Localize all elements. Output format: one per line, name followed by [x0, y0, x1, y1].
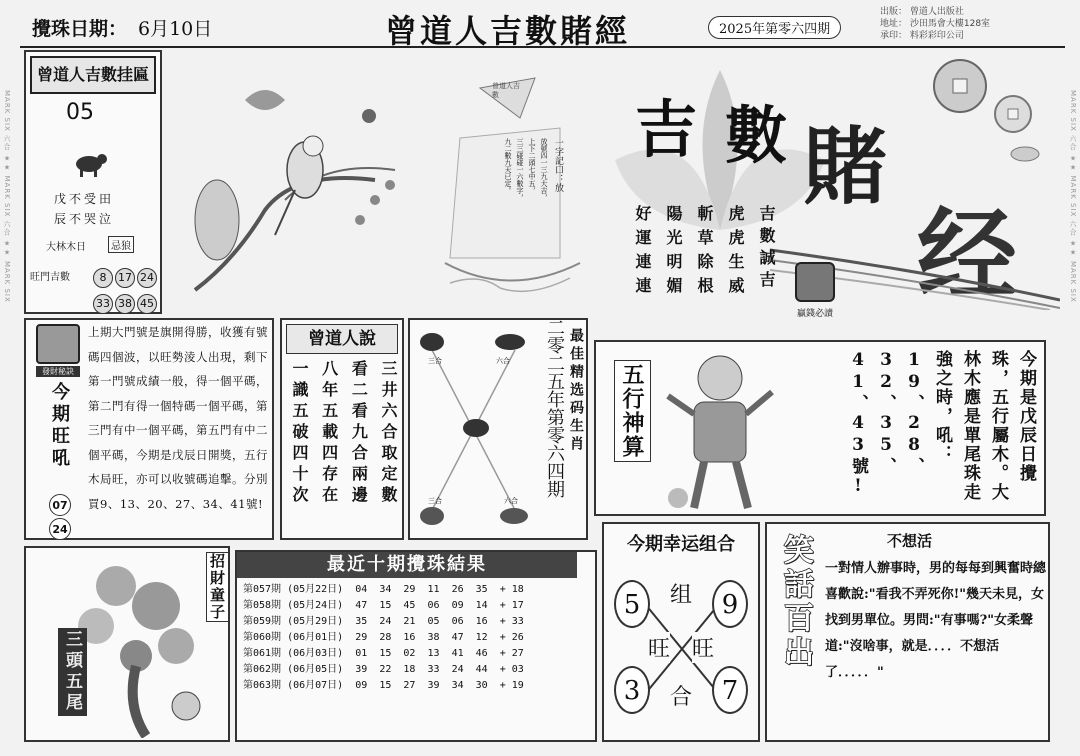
poem-column: 虎虎生威	[726, 205, 745, 301]
title-char-ji: 吉	[635, 93, 698, 166]
title-char-shu: 數	[725, 99, 788, 172]
says-title: 曾道人說	[286, 324, 398, 354]
zodiac-side-col1: 最佳精选码生肖	[568, 328, 584, 454]
says-column: 一識五破四十次	[290, 360, 309, 507]
title-char-du: 賭	[803, 117, 888, 216]
results-title: 最近十期攪珠結果	[237, 552, 577, 578]
kids-badge-label: 三頭五尾	[58, 628, 87, 716]
results-row: 第063期 (06月07日) 09 15 27 39 34 30 + 19	[243, 680, 524, 691]
says-column: 八年五載四存在	[319, 360, 339, 507]
right-side-strip: MARK SIX 六合 ★★ MARK SIX 六合 ★★ MARK SIX	[1069, 90, 1077, 303]
publisher-info	[880, 6, 990, 42]
coin-icon	[925, 56, 1045, 166]
wuxing-paragraph: 今期是戊辰日攪珠，五行屬木。大林木應是單尾珠走強之時，吼：19、28、32、35、41、43號!	[848, 350, 1036, 502]
lucky-number: 24	[137, 268, 157, 288]
win-badge	[789, 262, 841, 319]
poem-column: 斬草除根	[695, 205, 714, 301]
results-row: 第058期 (05月24日) 47 15 45 06 09 14 + 17	[243, 600, 524, 611]
talk-panel	[24, 318, 274, 540]
zodiac-diagram	[410, 320, 545, 540]
draw-date-label: 攪珠日期：	[32, 18, 128, 40]
sail-verse-5: 九二數九天已定。	[504, 138, 512, 194]
combo-char-top: 组	[670, 578, 692, 609]
results-row: 第057期 (05月22日) 04 34 29 11 26 35 + 18	[243, 584, 524, 595]
results-row: 第061期 (06月03日) 01 15 02 13 41 46 + 27	[243, 648, 524, 659]
joke-side-title: 笑話百出	[778, 534, 813, 670]
fist-icon	[36, 324, 80, 364]
sail-verse-1: 一字記口：放	[553, 138, 563, 192]
page-title: 曾道人吉數賭經	[385, 12, 631, 50]
wuxing-title: 五行神算	[614, 360, 651, 462]
combo-number-bl: 3	[614, 666, 650, 714]
poem-column: 好運連連	[633, 205, 652, 301]
sail-verse-3: 上下二頭七中五，	[528, 138, 536, 194]
sail-flag-text: 曾道人吉數	[492, 82, 520, 99]
combo-char-right: 旺	[692, 632, 714, 663]
secret-badge-label: 發財秘訣	[36, 366, 80, 377]
lucky-numbers-row-1	[92, 266, 158, 288]
lucky-number: 33	[93, 294, 113, 314]
talk-paragraph: 上期大門號是旗開得勝，收獲有號碼四個波，以旺勢淩人出現，剩下第一門號成績一般，得一個平碼，第二門有得一個特碼一個平碼，第三門有中一個平碼，第五門有中二個平碼，今期是戊辰日開獎，五行木局旺，亦可以收號碼追擊。分別買9、13、20、27、34、41號!	[88, 325, 268, 511]
poem-column: 陽光明媚	[664, 205, 683, 301]
combo-char-left: 旺	[648, 632, 670, 663]
results-table	[243, 582, 524, 694]
talk-hot-number: 07	[49, 494, 71, 516]
results-row: 第062期 (06月05日) 39 22 18 33 24 44 + 03	[243, 664, 524, 675]
plaque-clash: 忌狼	[108, 236, 134, 253]
says-panel	[280, 318, 404, 540]
zodiac-label-bl: 三合	[428, 497, 442, 505]
joke-title: 不想活	[887, 532, 933, 550]
zodiac-label-br: 六合	[504, 497, 518, 505]
says-column: 看二看九合兩邊	[349, 360, 369, 507]
joke-panel	[765, 522, 1050, 742]
sailboat-panel	[440, 58, 585, 308]
says-column: 三井六合取定數	[378, 360, 398, 507]
left-side-strip: MARK SIX 六合 ★★ MARK SIX 六合 ★★ MARK SIX	[3, 90, 11, 303]
results-row: 第059期 (05月29日) 35 24 21 05 06 16 + 33	[243, 616, 524, 627]
talk-hot-number: 24	[49, 518, 71, 540]
lucky-number: 8	[93, 268, 113, 288]
says-columns	[288, 360, 400, 507]
zodiac-panel	[408, 318, 588, 540]
zodiac-label-tr: 六合	[496, 357, 510, 365]
bird-branch-illustration	[175, 60, 415, 310]
combo-number-tr: 9	[712, 580, 748, 628]
poem-side-column: 吉數誠吉	[757, 205, 776, 293]
combo-number-br: 7	[712, 666, 748, 714]
header	[20, 4, 1065, 48]
lucky-number: 45	[137, 294, 157, 314]
money-bag-icon	[795, 262, 835, 302]
lucky-number: 38	[115, 294, 135, 314]
zodiac-label-tl: 三合	[428, 357, 442, 365]
wuxing-panel	[594, 340, 1046, 516]
plaque-number: 05	[66, 100, 94, 125]
plaque-line-1: 戊不受田	[54, 192, 115, 206]
combo-char-bottom: 合	[670, 680, 692, 711]
cow-icon	[72, 150, 108, 178]
lucky-numbers-row-2	[92, 292, 158, 314]
printer-line: 承印： 料彩彩印公司	[880, 31, 964, 41]
win-badge-label: 贏錢必讀	[796, 309, 833, 319]
plaque-line-2: 辰不哭泣	[54, 212, 115, 226]
combo-number-tl: 5	[614, 580, 650, 628]
combo-panel	[602, 522, 760, 742]
plaque-element: 大林木日	[46, 242, 86, 253]
poem-block	[608, 205, 778, 323]
kids-side-label: 招財童子	[206, 552, 229, 622]
title-char-jing: 经	[917, 196, 1017, 314]
plaque-title: 曾道人吉數挂匾	[30, 56, 156, 94]
joke-paragraph: 一對情人辦事時，男的每每到興奮時總喜歡說:"看我不弄死你!"幾天未見，女找到男單位。男問:"有事嗎?"女柔聲道:"沒啥事，就是．．．．不想活了．．．．．"	[825, 561, 1047, 680]
lucky-number: 17	[115, 268, 135, 288]
issue-badge: 2025年第零六四期	[708, 16, 841, 39]
zodiac-side-col2: 二零二五年第零六四期	[544, 318, 565, 498]
hanging-plaque-panel	[24, 50, 162, 314]
lucky-numbers-label: 旺門吉數	[30, 272, 70, 283]
publisher-line: 出版： 曾道人出版社	[880, 7, 964, 17]
address-line: 地址： 沙田馬會大樓128室	[880, 19, 991, 29]
secret-badge	[36, 324, 80, 374]
draw-date-value: 6月10日	[138, 18, 213, 40]
sail-verse-4: 三三碰碰一六數字，	[516, 138, 524, 201]
results-row: 第060期 (06月01日) 29 28 16 38 47 12 + 26	[243, 632, 524, 643]
kids-panel	[24, 546, 230, 742]
combo-title: 今期幸运组合	[627, 534, 735, 555]
results-panel	[235, 550, 597, 742]
talk-side-title: 今期旺吼	[49, 382, 70, 470]
child-figure	[660, 348, 780, 514]
sail-verse-2: 放號四一三九大吉，	[540, 138, 548, 201]
